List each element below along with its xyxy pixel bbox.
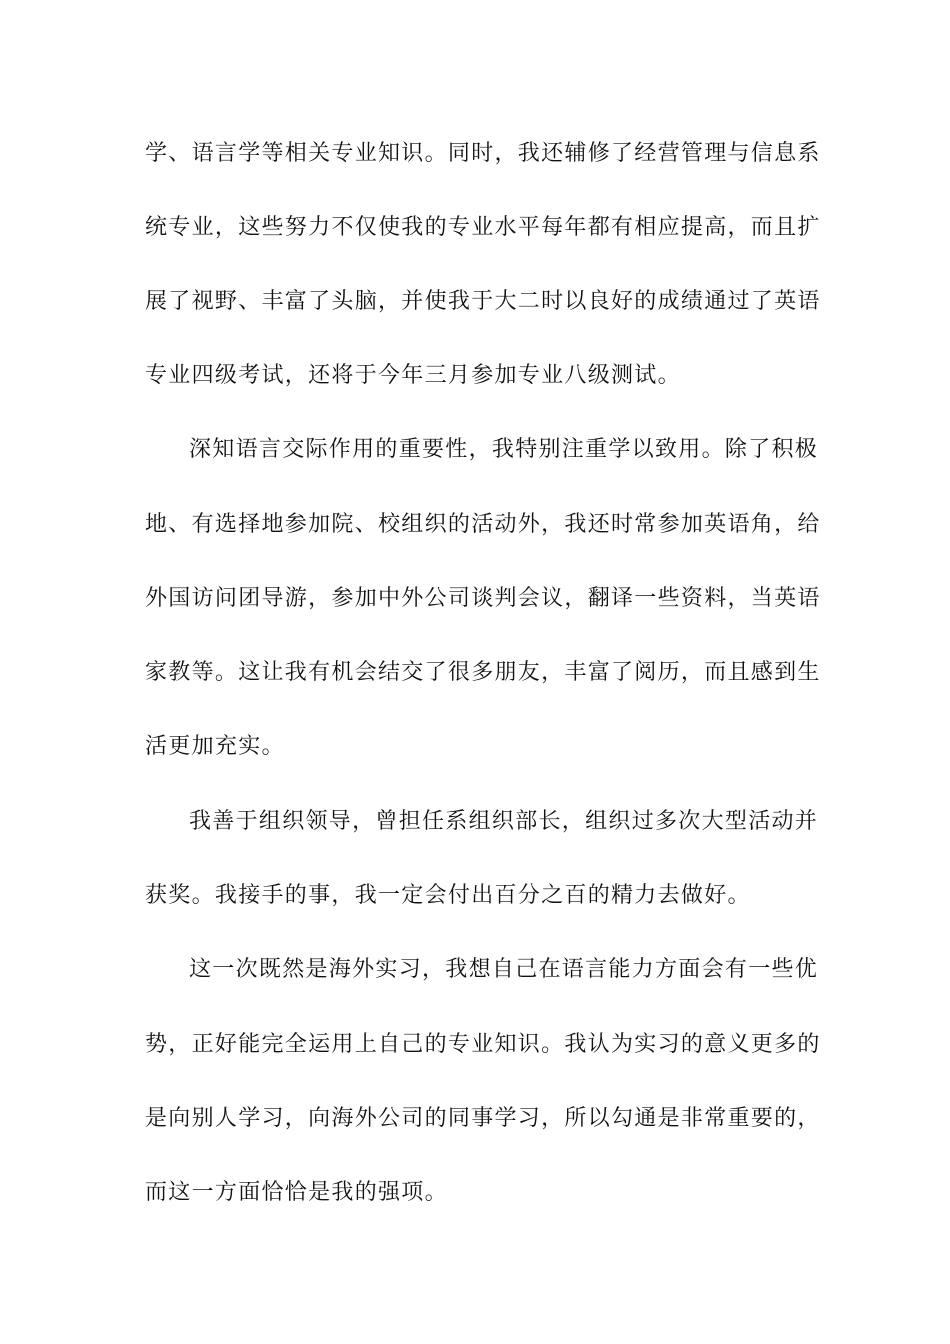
text-line-12: 这一次既然是海外实习，我想自己在语言能力方面会有一些优 <box>189 957 819 982</box>
text-line-15: 而这一方面恰恰是我的强项。 <box>145 1180 448 1205</box>
text-line-3: 展了视野、丰富了头脑，并使我于大二时以良好的成绩通过了英语 <box>145 289 821 314</box>
text-line-1: 学、语言学等相关专业知识。同时，我还辅修了经营管理与信息系 <box>145 141 821 166</box>
text-line-14: 是向别人学习，向海外公司的同事学习，所以勾通是非常重要的， <box>145 1106 821 1131</box>
text-line-9: 活更加充实。 <box>145 734 285 759</box>
text-line-5: 深知语言交际作用的重要性，我特别注重学以致用。除了积极 <box>189 437 819 462</box>
text-line-8: 家教等。这让我有机会结交了很多朋友，丰富了阅历，而且感到生 <box>145 660 821 685</box>
text-line-10: 我善于组织领导，曾担任系组织部长，组织过多次大型活动并 <box>189 809 819 834</box>
text-line-13: 势，正好能完全运用上自己的专业知识。我认为实习的意义更多的 <box>145 1032 821 1057</box>
text-line-4: 专业四级考试，还将于今年三月参加专业八级测试。 <box>145 363 681 388</box>
text-line-2: 统专业，这些努力不仅使我的专业水平每年都有相应提高，而且扩 <box>145 215 821 240</box>
text-line-11: 获奖。我接手的事，我一定会付出百分之百的精力去做好。 <box>145 883 751 908</box>
text-line-7: 外国访问团导游，参加中外公司谈判会议，翻译一些资料，当英语 <box>145 586 821 611</box>
text-line-6: 地、有选择地参加院、校组织的活动外，我还时常参加英语角，给 <box>145 512 821 537</box>
